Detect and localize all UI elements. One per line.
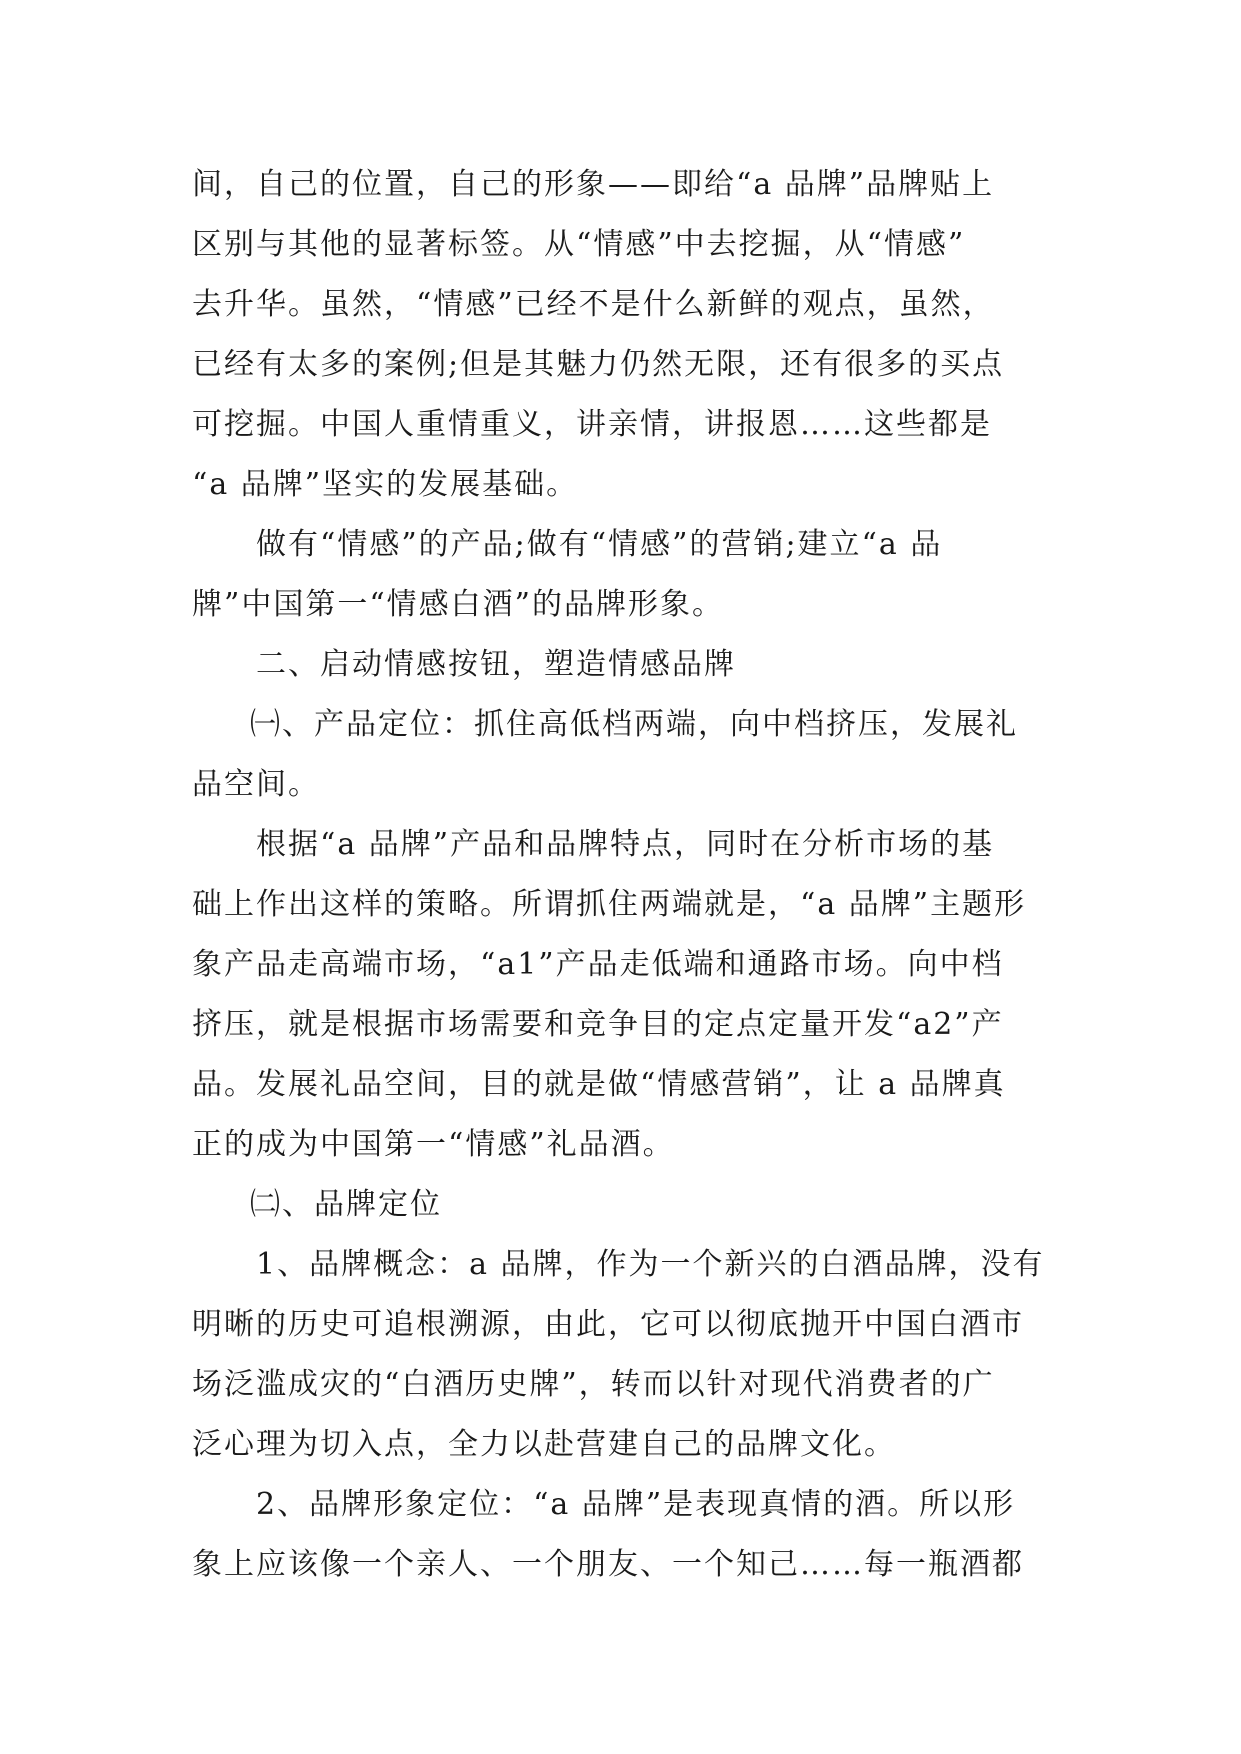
text-line: 础上作出这样的策略。所谓抓住两端就是，“a 品牌”主题形 [192, 887, 1027, 922]
text-line: 明晰的历史可追根溯源，由此，它可以彻底抛开中国白酒市 [192, 1307, 1024, 1342]
subsection-heading: ㈠、产品定位：抓住高低档两端，向中档挤压，发展礼 [250, 707, 1018, 742]
text-line: 品。发展礼品空间，目的就是做“情感营销”，让 a 品牌真 [192, 1067, 1006, 1102]
text-line: 正的成为中国第一“情感”礼品酒。 [192, 1127, 675, 1162]
subsection-heading: ㈡、品牌定位 [250, 1187, 442, 1222]
text-line: 去升华。虽然，“情感”已经不是什么新鲜的观点，虽然， [192, 287, 995, 322]
text-line: 间，自己的位置，自己的形象——即给“a 品牌”品牌贴上 [192, 167, 995, 202]
text-line: 牌”中国第一“情感白酒”的品牌形象。 [192, 587, 725, 622]
text-line: 区别与其他的显著标签。从“情感”中去挖掘，从“情感” [192, 227, 966, 262]
text-line: 1、品牌概念：a 品牌，作为一个新兴的白酒品牌，没有 [256, 1247, 1045, 1282]
text-line: 可挖掘。中国人重情重义，讲亲情，讲报恩……这些都是 [192, 407, 992, 442]
text-line: 挤压，就是根据市场需要和竞争目的定点定量开发“a2”产 [192, 1007, 1004, 1042]
text-line: 已经有太多的案例;但是其魅力仍然无限，还有很多的买点 [192, 347, 1005, 382]
text-line: 根据“a 品牌”产品和品牌特点，同时在分析市场的基 [256, 827, 995, 862]
section-heading: 二、启动情感按钮，塑造情感品牌 [256, 647, 736, 682]
text-line: 品空间。 [192, 767, 320, 802]
text-line: 做有“情感”的产品;做有“情感”的营销;建立“a 品 [256, 527, 943, 562]
text-line: 泛心理为切入点，全力以赴营建自己的品牌文化。 [192, 1427, 896, 1462]
text-line: 2、品牌形象定位：“a 品牌”是表现真情的酒。所以形 [256, 1487, 1016, 1522]
text-line: 象产品走高端市场，“a1”产品走低端和通路市场。向中档 [192, 947, 1004, 982]
text-line: “a 品牌”坚实的发展基础。 [192, 467, 579, 502]
text-line: 场泛滥成灾的“白酒历史牌”，转而以针对现代消费者的广 [192, 1367, 995, 1402]
text-line: 象上应该像一个亲人、一个朋友、一个知己……每一瓶酒都 [192, 1547, 1024, 1582]
